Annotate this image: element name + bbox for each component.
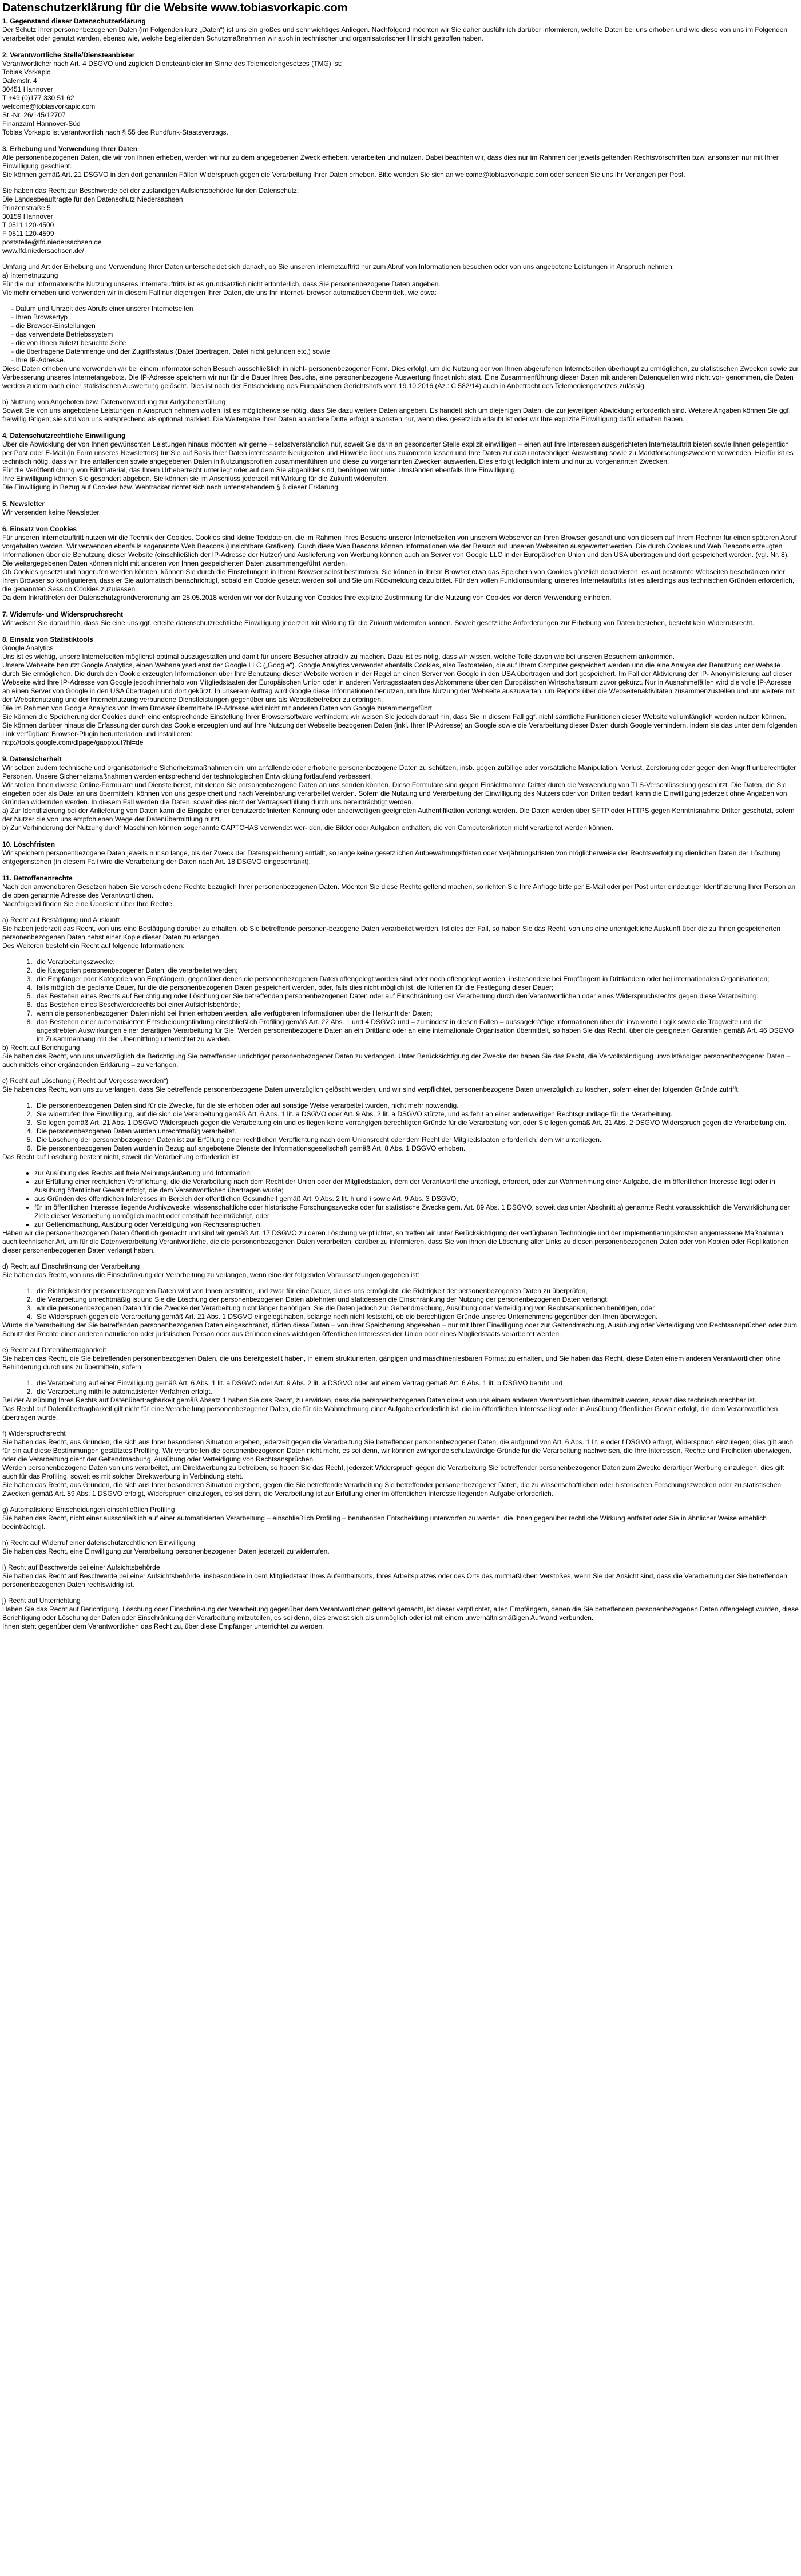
paragraph-line: Des Weiteren besteht ein Recht auf folgende Informationen: <box>2 942 185 950</box>
paragraph-line: Der Schutz Ihrer personenbezogenen Daten (im Folgenden kurz „Daten“) ist uns ein großes und sehr wichtiges Anliegen. Nachfolgend möchten wir Sie daher ausführlich darüber informieren, welche Daten bei uns erhoben und wie diese von uns im Folgenden verarbeitet oder genutzt werden, ebenso wie, welche begleitenden Schutzmaßnahmen wir auch in technischer und organisatorischer Hinsicht getroffen haben. <box>2 26 788 42</box>
text-line: a) Internetnutzung <box>2 271 58 279</box>
paragraph-line: Über die Abwicklung der von Ihnen gewünschten Leistungen hinaus möchten wir gerne – selbstverständlich nur, soweit Sie darin an gesonderter Stelle explizit einwilligen – einen auf Ihre Interessen ausgerichteten Internetauftritt bieten sowie Ihnen gelegentlich per Post oder E-Mail (in Form unseres Newsletters) für Sie auf Basis Ihrer Daten interessante Neuigkeiten und Hinweise über uns zukommen lassen und Ihre Daten zur dazu notwendigen Auswertung sowie zu Marktforschungszwecken verwenden. Hierfür ist es technisch nötig, dass wir Ihre anfallenden sowie angegebenen Daten in Nutzungsprofilen zusammenführen und diese zu vorgenannten Zwecken auswerten. Dies erfolgt lediglich intern und nur zu vorgenannten Zwecken. <box>2 440 794 465</box>
paragraph-line: b) Recht auf Berichtigung <box>2 1044 80 1052</box>
paragraph-line: Diese Daten erheben und verwenden wir bei einem informatorischen Besuch ausschließlich in nicht- personenbezogener Form. Dies erfolgt, um die Nutzung der von Ihnen abgerufenen Internetseiten überhaupt zu ermöglichen, zu statistischen Zwecken sowie zur Verbesserung unseres Internetangebots. Die IP-Adresse speichern wir nur für die Dauer Ihres Besuchs, eine personenbezogene Auswertung findet nicht statt. Eine Zusammenführung dieser Daten mit anderen Datenquellen wird nicht vor- genommen, die Daten werden zudem nach einer statistischen Auswertung gelöscht. Dies ist nach der Entscheidung des Europäischen Gerichtshofs vom 19.10.2016 (Az.: C 582/14) auch in Anbetracht des Telemediengesetzes zulässig. <box>2 365 799 390</box>
list-item: 3. Sie legen gemäß Art. 21 Abs. 1 DSGVO Widerspruch gegen die Verarbeitung ein und es liegen keine vorrangigen berechtigten Gründe für die Verarbeitung vor, oder Sie legen gemäß Art. 21 Abs. 2 DSGVO Widerspruch gegen die Verarbeitung ein. <box>34 1119 799 1127</box>
list-item: 4. falls möglich die geplante Dauer, für die die personenbezogenen Daten gespeichert werden, oder, falls dies nicht möglich ist, die Kriterien für die Festlegung dieser Dauer; <box>34 983 799 992</box>
paragraph-line: Für unseren Internetauftritt nutzen wir die Technik der Cookies. Cookies sind kleine Textdateien, die im Rahmen Ihres Besuchs unserer Internetseiten von unserem Webserver an Ihren Browser gesandt und von diesem auf Ihrem Rechner für einen späteren Abruf vorgehalten werden. Wir verwenden ebenfalls sogenannte Web Beacons (unsichtbare Grafiken). Durch diese Web Beacons können Informationen wie der Besuch auf unseren Webseiten ausgewertet werden. Die durch Cookies und Web Beacons erzeugten Informationen über die Benutzung dieser Website (einschließlich der IP-Adresse der Nutzer) und Auslieferung von Werbung können auch an Server von Google LLC in der Europäischen Union und den USA übertragen und dort gespeichert werden. (vgl. Nr. 8). Die weitergegebenen Daten können nicht mit anderen von Ihnen gespeicherten Daten zusammengeführt werden. <box>2 534 797 567</box>
paragraph-line: Uns ist es wichtig, unsere Internetseiten möglichst optimal auszugestalten und damit für unsere Besucher attraktiv zu machen. Dazu ist es nötig, dass wir wissen, welche Teile davon wie bei unseren Besuchern ankommen. <box>2 653 675 661</box>
paragraph-line: b) Nutzung von Angeboten bzw. Datenverwendung zur Aufgabenerfüllung <box>2 398 226 406</box>
paragraph-line: Soweit Sie von uns angebotene Leistungen in Anspruch nehmen wollen, ist es möglicherweise nötig, dass Sie dazu weitere Daten angeben. Es handelt sich um diejenigen Daten, die zur jeweiligen Abwicklung erforderlich sind. Weitere Angaben können Sie ggf. freiwillig tätigen; sie sind von uns entsprechend als optional markiert. Die Weitergabe Ihrer Daten an andere Dritte erfolgt ansonsten nur, wenn dies gesetzlich erlaubt ist oder wir Ihre explizite Einwilligung dafür erhalten haben. <box>2 406 791 423</box>
text-line: 30451 Hannover <box>2 85 53 93</box>
paragraph-line: f) Widerspruchsrecht <box>2 1429 66 1437</box>
list-item: 1. die Verarbeitung auf einer Einwilligung gemäß Art. 6 Abs. 1 lit. a DSGVO oder Art. 9 Abs. 2 lit. a DSGVO oder auf einem Vertrag gemäß Art. 6 Abs. 1 lit. b DSGVO beruht und <box>34 1379 799 1388</box>
paragraph <box>2 26 799 43</box>
numbered-list <box>2 1287 799 1321</box>
section <box>2 51 799 137</box>
paragraph <box>2 849 799 866</box>
list-item: 7. wenn die personenbezogenen Daten nicht bei Ihnen erhoben werden, alle verfügbaren Informationen über die Herkunft der Daten; <box>34 1009 799 1018</box>
text-line: Tobias Vorkapic <box>2 68 51 76</box>
text-line: Prinzenstraße 5 <box>2 204 51 212</box>
list-item: - das verwendete Betriebssystem <box>11 330 799 339</box>
paragraph-line: Sie haben das Recht, von uns die Einschränkung der Verarbeitung zu verlangen, wenn eine der folgenden Voraussetzungen gegeben ist: <box>2 1271 420 1279</box>
text-line: St.-Nr. 26/145/12707 <box>2 111 66 119</box>
paragraph-line: Sie haben das Recht, nicht einer ausschließlich auf einer automatisierten Verarbeitung – einschließlich Profiling – beruhenden Entscheidung unterworfen zu werden, die Ihnen gegenüber rechtliche Wirkung entfaltet oder Sie in ähnlicher Weise erheblich beeinträchtigt. <box>2 1514 767 1531</box>
line-group <box>2 153 799 179</box>
section-title: 1. Gegenstand dieser Datenschutzerklärung <box>2 17 146 25</box>
paragraph <box>2 398 799 424</box>
paragraph <box>2 764 799 832</box>
text-line: 30159 Hannover <box>2 212 53 220</box>
section <box>2 610 799 627</box>
list-item: 5. Die Löschung der personenbezogenen Daten ist zur Erfüllung einer rechtlichen Verpflichtung nach dem Unionsrecht oder dem Recht der Mitgliedstaaten erforderlich, dem wir unterliegen. <box>34 1136 799 1144</box>
paragraph-line: Ihnen steht gegenüber dem Verantwortlichen das Recht zu, über diese Empfänger unterrichtet zu werden. <box>2 1622 324 1630</box>
list-item: - die von Ihnen zuletzt besuchte Seite <box>11 339 799 347</box>
text-line: www.lfd.niedersachsen.de/ <box>2 247 84 255</box>
paragraph-line: Wir setzen zudem technische und organisatorische Sicherheitsmaßnahmen ein, um anfallende oder erhobene personenbezogene Daten zu schützen, insb. gegen zufällige oder vorsätzliche Manipulation, Verlust, Zerstörung oder gegen den Angriff unberechtigter Personen. Unsere Sicherheitsmaßnahmen werden entsprechend der technologischen Entwicklung fortlaufend verbessert. <box>2 764 796 780</box>
paragraph <box>2 1506 799 1531</box>
text-line: Umfang und Art der Erhebung und Verwendung Ihrer Daten unterscheidet sich danach, ob Sie unseren Internetauftritt nur zum Abruf von Informationen besuchen oder von uns angebotene Leistungen in Anspruch nehmen: <box>2 263 675 271</box>
paragraph-line: http://tools.google.com/dlpage/gaoptout?hl=de <box>2 738 144 746</box>
paragraph-line: Sie haben das Recht auf Beschwerde bei einer Aufsichtsbehörde, insbesondere in dem Mitgliedstaat Ihres Aufenthaltsorts, Ihres Arbeitsplatzes oder des Orts des mutmaßlichen Verstoßes, wenn Sie der Ansicht sind, dass die Verarbeitung der Sie betreffenden personenbezogenen Daten rechtswidrig ist. <box>2 1572 787 1589</box>
paragraph-line: Haben Sie das Recht auf Berichtigung, Löschung oder Einschränkung der Verarbeitung gegenüber dem Verantwortlichen geltend gemacht, ist dieser verpflichtet, allen Empfängern, denen die Sie betreffenden personenbezogenen Daten offengelegt wurden, diese Berichtigung oder Löschung der Daten oder Einschränkung der Verarbeitung mitzuteilen, es sei denn, dies erweist sich als unmöglich oder ist mit einem unverhältnismäßigen Aufwand verbunden. <box>2 1605 799 1622</box>
paragraph <box>2 1321 799 1338</box>
list-item: • zur Ausübung des Rechts auf freie Meinungsäußerung und Information; <box>34 1169 799 1178</box>
paragraph <box>2 619 799 627</box>
list-item: 6. das Bestehen eines Beschwerderechts bei einer Aufsichtsbehörde; <box>34 1001 799 1009</box>
paragraph-line: Sie haben das Recht, die Sie betreffenden personenbezogenen Daten, die uns bereitgestellt haben, in einem strukturierten, gängigen und maschinenlesbaren Format zu erhalten, und Sie haben das Recht, diese Daten einem anderen Verantwortlichen ohne Behinderung durch uns zu übermitteln, sofern <box>2 1354 781 1371</box>
section <box>2 525 799 602</box>
paragraph-line: Nach den anwendbaren Gesetzen haben Sie verschiedene Rechte bezüglich Ihrer personenbezogenen Daten. Möchten Sie diese Rechte geltend machen, so richten Sie Ihre Anfrage bitte per E-Mail oder per Post unter eindeutiger Identifizierung Ihrer Person an die oben genannte Adresse des Verantwortlichen. <box>2 883 796 899</box>
list-item: 4. Die personenbezogenen Daten wurden unrechtmäßig verarbeitet. <box>34 1127 799 1136</box>
section-title: 10. Löschfristen <box>2 840 55 848</box>
paragraph-line: Wir stellen Ihnen diverse Online-Formulare und Dienste bereit, mit denen Sie personenbezogene Daten an uns senden können. Diese Formulare sind gegen Einsichtnahme Dritter durch die Verwendung von TLS-Verschlüsselung geschützt. Die Daten, die Sie eingeben oder als Datei an uns übermitteln, können von uns gespeichert und nach Vereinbarung verarbeitet werden. Sofern die Nutzung und Verarbeitung der Einwilligung des Nutzers oder von Dritten bedarf, kann die Einwilligung jederzeit ohne Angaben von Gründen widerrufen werden. In diesem Fall werden die Daten, soweit dies nicht der Vertragserfüllung durch uns bereinträchtigt werden. <box>2 781 787 806</box>
paragraph <box>2 1262 799 1279</box>
paragraph-line: Wir speichern personenbezogene Daten jeweils nur so lange, bis der Zweck der Datenspeicherung entfällt, so lange keine gesetzlichen Aufbewahrungsfristen oder Verjährungsfristen von möglicherweise der Rechtsverfolgung dienlichen Daten der Löschung entgegenstehen (in diesem Fall wird die Verarbeitung der Daten nach Art. 18 DSGVO eingeschränkt). <box>2 849 780 866</box>
line-group <box>2 263 799 297</box>
paragraph-line: e) Recht auf Datenübertragbarkeit <box>2 1346 106 1354</box>
paragraph <box>2 883 799 908</box>
section <box>2 635 799 747</box>
text-line: Tobias Vorkapic ist verantwortlich nach § 55 des Rundfunk-Staatsvertrags. <box>2 128 228 136</box>
section-title: 5. Newsletter <box>2 500 45 508</box>
list-item: 2. die Verarbeitung unrechtmäßig ist und Sie die Löschung der personenbezogenen Daten ablehnten und stattdessen die Einschränkung der Nutzung der personenbezogenen Daten verlangt; <box>34 1295 799 1304</box>
list-item: - Ihre IP-Adresse. <box>11 356 799 365</box>
section-title: 8. Einsatz von Statistiktools <box>2 635 93 643</box>
text-line: T +49 (0)177 330 51 62 <box>2 94 74 102</box>
text-line: Sie können gemäß Art. 21 DSGVO in den dort genannten Fällen Widerspruch gegen die Verarbeitung Ihrer Daten erheben. Bitte wenden Sie sich an welcome@tobiasvorkapic.com oder senden Sie uns Ihr Verlangen per Post. <box>2 171 685 179</box>
paragraph <box>2 916 799 950</box>
paragraph <box>2 644 799 747</box>
paragraph-line: i) Recht auf Beschwerde bei einer Aufsichtsbehörde <box>2 1563 160 1571</box>
text-line: F 0511 120-4599 <box>2 230 54 238</box>
list-item: - die Browser-Einstellungen <box>11 322 799 330</box>
bullet-list <box>2 1169 799 1229</box>
text-line: T 0511 120-4500 <box>2 221 54 229</box>
list-item: • für im öffentlichen Interesse liegende Archivzwecke, wissenschaftliche oder historische Forschungszwecke oder für statistische Zwecke gem. Art. 89 Abs. 1 DSGVO, soweit das unter Abschnitt a) genannte Recht voraussichtlich die Verwirklichung der Ziele dieser Verarbeitung unmöglich macht oder ernsthaft beeinträchtigt, oder <box>34 1203 799 1220</box>
text-line: Die Landesbeauftragte für den Datenschutz Niedersachsen <box>2 195 183 203</box>
section <box>2 874 799 1631</box>
section-title: 6. Einsatz von Cookies <box>2 525 77 533</box>
section-title: 9. Datensicherheit <box>2 755 62 763</box>
paragraph <box>2 440 799 492</box>
text-line: Dalemstr. 4 <box>2 77 37 85</box>
list-item: • aus Gründen des öffentlichen Interesses im Bereich der öffentlichen Gesundheit gemäß Art. 9 Abs. 2 lit. h und i sowie Art. 9 Abs. 3 DSGVO; <box>34 1195 799 1203</box>
sections-container <box>2 17 799 1631</box>
section <box>2 17 799 43</box>
paragraph <box>2 534 799 602</box>
section <box>2 500 799 517</box>
paragraph-line: Sie haben jederzeit das Recht, von uns eine Bestätigung darüber zu erhalten, ob Sie betreffende personen-bezogene Daten verarbeitet werden. Ist dies der Fall, so haben Sie das Recht, von uns eine unentgeltliche Auskunft über die zu Ihnen gespeicherten personenbezogenen Daten nebst einer Kopie dieser Daten zu erlangen. <box>2 924 781 941</box>
line-group <box>2 187 799 255</box>
section <box>2 840 799 866</box>
paragraph-line: Sie haben das Recht, von uns unverzüglich die Berichtigung Sie betreffender unrichtiger personenbezogener Daten zu verlangen. Unter Berücksichtigung der Zwecke der haben Sie das Recht, die Vervollständigung unvollständiger personenbezogener Daten – auch mittels einer ergänzenden Erklärung – zu verlangen. <box>2 1052 791 1069</box>
document-title: Datenschutzerklärung für die Website www.tobiasvorkapic.com <box>2 2 348 14</box>
paragraph <box>2 1539 799 1556</box>
list-item: - die übertragene Datenmenge und der Zugriffsstatus (Datei übertragen, Datei nicht gefunden etc.) sowie <box>11 347 799 356</box>
numbered-list <box>2 1379 799 1396</box>
paragraph-line: Wir versenden keine Newsletter. <box>2 508 101 516</box>
section <box>2 432 799 492</box>
paragraph-line: d) Recht auf Einschränkung der Verarbeitung <box>2 1262 140 1270</box>
section-title: 7. Widerrufs- und Widerspruchsrecht <box>2 610 124 618</box>
paragraph-line: Sie haben das Recht, eine Einwilligung zur Verarbeitung personenbezogener Daten jederzeit zu widerrufen. <box>2 1547 330 1555</box>
list-item: 3. die Empfänger oder Kategorien von Empfängern, gegenüber denen die personenbezogenen Daten offengelegt worden sind oder noch offengelegt werden, insbesondere bei Empfängern in Drittländern oder bei internationalen Organisationen; <box>34 975 799 983</box>
numbered-list <box>2 958 799 1044</box>
section-title: 3. Erhebung und Verwendung Ihrer Daten <box>2 145 138 153</box>
list-item: 3. wir die personenbezogenen Daten für die Zwecke der Verarbeitung nicht länger benötigen, Sie die Daten jedoch zur Geltendmachung, Ausübung oder Verteidigung von Rechtsansprüchen benötigen, oder <box>34 1304 799 1313</box>
paragraph-line: Nachfolgend finden Sie eine Übersicht über Ihre Rechte. <box>2 900 175 908</box>
text-line: welcome@tobiasvorkapic.com <box>2 102 96 110</box>
paragraph-line: Unsere Webseite benutzt Google Analytics, einen Webanalysedienst der Google LLC („Google“). Google Analytics verwendet ebenfalls Cookies, also Textdateien, die auf Ihrem Computer gespeichert werden und die eine Analyse der Benutzung der Website durch Sie ermöglichen. Die durch den Cookie erzeugten Informationen über Ihre Benutzung dieser Website werden in der Regel an einen Server von Google in den USA übertragen und dort gespeichert. Im Fall der Aktivierung der IP- Anonymisierung auf dieser Webseite wird Ihre IP-Adresse von Google jedoch innerhalb von Mitgliedstaaten der Europäischen Union oder in anderen Vertragsstaaten des Abkommens über den Europäischen Wirtschaftsraum zuvor gekürzt. Nur in Ausnahmefällen wird die volle IP-Adresse an einen Server von Google in den USA übertragen und dort gekürzt. In unserem Auftrag wird Google diese Informationen benutzen, um Ihre Nutzung der Webseite auszuwerten, um Reports über die Webseitenaktivitäten zusammenzustellen und um weitere mit der Websitenutzung und der Internetnutzung verbundene Dienstleistungen gegenüber uns als Websitebetreiber zu erbringen. <box>2 661 795 704</box>
list-item: - Datum und Uhrzeit des Abrufs einer unserer Internetseiten <box>11 305 799 313</box>
list-item: 2. die Kategorien personenbezogener Daten, die verarbeitet werden; <box>34 966 799 975</box>
paragraph-line: Da dem Inkrafttreten der Datenschutzgrundverordnung am 25.05.2018 werden wir vor der Nutzung von Cookies Ihre explizite Zustimmung für die Nutzung von Cookies vor deren Verwendung einholen. <box>2 594 612 602</box>
paragraph-line: Haben wir die personenbezogenen Daten öffentlich gemacht und sind wir gemäß Art. 17 DSGVO zu deren Löschung verpflichtet, so treffen wir unter Berücksichtigung der verfügbaren Technologie und der Implementierungskosten angemessene Maßnahmen, auch technischer Art, um für die Datenverarbeitung Verantwortliche, die die personenbezogenen Daten verarbeiten, darüber zu informieren, dass Sie von ihnen die Löschung aller Links zu diesen personenbezogenen Daten oder von Kopien oder Replikationen dieser personenbezogenen Daten verlangt haben. <box>2 1229 789 1254</box>
numbered-list <box>2 1101 799 1153</box>
paragraph-line: Bei der Ausübung Ihres Rechts auf Datenübertragbarkeit gemäß Absatz 1 haben Sie das Recht, zu erwirken, dass die personenbezogenen Daten direkt von uns einem anderen Verantwortlichen übermittelt werden, soweit dies technisch machbar ist. <box>2 1396 757 1404</box>
section-title: 4. Datenschutzrechtliche Einwilligung <box>2 432 126 440</box>
paragraph-line: Das Recht auf Datenübertragbarkeit gilt nicht für eine Verarbeitung personenbezogener Daten, die für die Wahrnehmung einer Aufgabe erforderlich ist, die im öffentlichen Interesse liegt oder in Ausübung öffentlicher Gewalt erfolgt, die dem Verantwortlichen übertragen wurde. <box>2 1405 778 1421</box>
paragraph <box>2 1396 799 1422</box>
paragraph-line: c) Recht auf Löschung („Recht auf Vergessenwerden“) <box>2 1077 169 1085</box>
section <box>2 145 799 424</box>
line-group <box>2 60 799 137</box>
list-item: 1. Die personenbezogenen Daten sind für die Zwecke, für die sie erhoben oder auf sonstige Weise verarbeitet wurden, nicht mehr notwendig. <box>34 1101 799 1110</box>
paragraph-line: Sie haben das Recht, von uns zu verlangen, dass Sie betreffende personenbezogene Daten unverzüglich gelöscht werden, und wir sind verpflichtet, personenbezogene Daten unverzüglich zu löschen, sofern einer der folgenden Gründe zutrifft: <box>2 1085 740 1093</box>
list-item: - Ihren Browsertyp <box>11 313 799 322</box>
text-line: Finanzamt Hannover-Süd <box>2 120 81 128</box>
text-line: Verantwortlicher nach Art. 4 DSGVO und zugleich Diensteanbieter im Sinne des Telemediengesetzes (TMG) ist: <box>2 60 342 68</box>
text-line: Für die nur informatorische Nutzung unseres Internetauftritts ist es grundsätzlich nicht erforderlich, dass Sie personenbezogene Daten angeben. <box>2 280 441 288</box>
paragraph-line: Google Analytics <box>2 644 54 652</box>
dash-list <box>2 305 799 365</box>
paragraph <box>2 1077 799 1094</box>
paragraph <box>2 1429 799 1498</box>
paragraph-line: g) Automatisierte Entscheidungen einschließlich Profiling <box>2 1506 175 1514</box>
list-item: 8. das Bestehen einer automatisierten Entscheidungsfindung einschließlich Profiling gemäß Art. 22 Abs. 1 und 4 DSGVO und – zumindest in diesen Fällen – aussagekräftige Informationen über die involvierte Logik sowie die Tragweite und die angestrebten Auswirkungen einer derartigen Verarbeitung für Sie. Werden personenbezogene Daten an ein Drittland oder an eine internationale Organisation übermittelt, so haben Sie das Recht, über die geeigneten Garantien gemäß Art. 46 DSGVO im Zusammenhang mit der Übermittlung unterrichtet zu werden. <box>34 1018 799 1044</box>
list-item: 5. das Bestehen eines Rechts auf Berichtigung oder Löschung der Sie betreffenden personenbezogenen Daten oder auf Einschränkung der Verarbeitung durch den Verantwortlichen oder eines Widerspruchsrechts gegen diese Verarbeitung; <box>34 992 799 1001</box>
paragraph <box>2 365 799 390</box>
list-item: 1. die Verarbeitungszwecke; <box>34 958 799 966</box>
paragraph-line: h) Recht auf Widerruf einer datenschutzrechtlichen Einwilligung <box>2 1539 195 1547</box>
paragraph-line: Werden personenbezogene Daten von uns verarbeitet, um Direktwerbung zu betreiben, so haben Sie das Recht, jederzeit Widerspruch gegen die Verarbeitung Sie betreffender personenbezogener Daten zum Zwecke derartiger Werbung einzulegen; dies gilt auch für das Profiling, soweit es mit solcher Direktwerbung in Verbindung steht. <box>2 1464 784 1480</box>
paragraph <box>2 508 799 517</box>
list-item: 1. die Richtigkeit der personenbezogenen Daten wird von Ihnen bestritten, und zwar für eine Dauer, die es uns ermöglicht, die Richtigkeit der personenbezogenen Daten zu überprüfen, <box>34 1287 799 1295</box>
paragraph-line: Die im Rahmen von Google Analytics von Ihrem Browser übermittelte IP-Adresse wird nicht mit anderen Daten von Google zusammengeführt. <box>2 704 434 712</box>
text-line: poststelle@lfd.niedersachsen.de <box>2 238 102 246</box>
paragraph <box>2 1563 799 1589</box>
paragraph-line: Die Einwilligung in Bezug auf Cookies bzw. Webtracker richtet sich nach untenstehendem § 6 dieser Erklärung. <box>2 483 340 491</box>
paragraph-line: Ob Cookies gesetzt und abgerufen werden können, können Sie durch die Einstellungen in Ihrem Browser selbst bestimmen. Sie können in Ihrem Browser etwa das Speichern von Cookies gänzlich deaktivieren, es auf bestimmte Webseiten beschränken oder Ihren Browser so konfigurieren, dass er Sie automatisch benachrichtigt, sobald ein Cookie gesetzt werden soll und Sie um Rückmeldung dazu bittet. Für den vollen Funktionsumfang unseres Internetauftritts ist es allerdings aus technischen Gründen erforderlich, die genannten Session Cookies zuzulassen. <box>2 568 795 593</box>
paragraph-line: Ihre Einwilligung können Sie gesondert abgeben. Sie können sie im Anschluss jederzeit mit Wirkung für die Zukunft widerrufen. <box>2 475 388 483</box>
text-line: Sie haben das Recht zur Beschwerde bei der zuständigen Aufsichtsbehörde für den Datenschutz: <box>2 187 299 195</box>
section-title: 11. Betroffenenrechte <box>2 874 73 882</box>
paragraph-line: Wir weisen Sie darauf hin, dass Sie eine uns ggf. erteilte datenschutzrechtliche Einwilligung jederzeit mit Wirkung für die Zukunft widerrufen können. Soweit gesetzliche Anforderungen zur Erhebung von Daten bestehen, besteht kein Widerrufsrecht. <box>2 619 755 627</box>
list-item: • zur Geltendmachung, Ausübung oder Verteidigung von Rechtsansprüchen. <box>34 1220 799 1229</box>
paragraph <box>2 1044 799 1069</box>
list-item: 2. Sie widerrufen Ihre Einwilligung, auf die sich die Verarbeitung gemäß Art. 6 Abs. 1 lit. a DSGVO oder Art. 9 Abs. 2 lit. a DSGVO stützte, und es fehlt an einer anderweitigen Rechtsgrundlage für die Verarbeitung. <box>34 1110 799 1119</box>
paragraph-line: a) Zur Identifizierung bei der Anlieferung von Daten kann die Eingabe einer benutzerdefinierten Kennung oder anderweitigen geeigneten Authentifikation verlangt werden. Die Daten werden über SFTP oder HTTPS gegen Kenntnisnahme Dritter geschützt, sofern der Nutzer die von uns empfohlenen Wege der Datenübermittlung nutzt. <box>2 807 795 823</box>
paragraph-line: Für die Veröffentlichung von Bildmaterial, das Ihrem Urheberrecht unterliegt oder auf dem Sie abgebildet sind, benötigen wir unter Umständen ebenfalls Ihre Einwilligung. <box>2 466 517 474</box>
paragraph <box>2 1597 799 1631</box>
list-item: 6. Die personenbezogenen Daten wurden in Bezug auf angebotene Dienste der Informationsgesellschaft gemäß Art. 8 Abs. 1 DSGVO erhoben. <box>34 1144 799 1153</box>
text-line: Alle personenbezogenen Daten, die wir von Ihnen erheben, werden wir nur zu dem angegebenen Zweck erheben, verarbeiten und nutzen. Dabei beachten wir, dass dies nur im Rahmen der jeweils geltenden Rechtsvorschriften bzw. ansonsten nur mit Ihrer Einwilligung geschieht. <box>2 153 779 170</box>
list-item: 2. die Verarbeitung mithilfe automatisierter Verfahren erfolgt. <box>34 1388 799 1396</box>
paragraph-line: Sie haben das Recht, aus Gründen, die sich aus Ihrer besonderen Situation ergeben, jederzeit gegen die Verarbeitung Sie betreffender personenbezogener Daten, die aufgrund von Art. 6 Abs. 1 lit. e oder f DSGVO erfolgt, Widerspruch einzulegen; dies gilt auch für ein auf diese Bestimmungen gestütztes Profiling. Wir verarbeiten die personenbezogenen Daten nicht mehr, es sei denn, wir können zwingende schutzwürdige Gründe für die Verarbeitung nachweisen, die Ihre Interessen, Rechte und Freiheiten überwiegen, oder die Verarbeitung dient der Geltendmachung, Ausübung oder Verteidigung von Rechtsansprüchen. <box>2 1438 793 1463</box>
paragraph <box>2 1229 799 1255</box>
paragraph-line: Wurde die Verarbeitung der Sie betreffenden personenbezogenen Daten eingeschränkt, dürfen diese Daten – von ihrer Speicherung abgesehen – nur mit Ihrer Einwilligung oder zur Geltendmachung, Ausübung oder Verteidigung von Rechtsansprüchen oder zum Schutz der Rechte einer anderen natürlichen oder juristischen Person oder aus Gründen eines wichtigen öffentlichen Interesses der Union oder eines Mitgliedstaats verarbeitet werden. <box>2 1321 798 1338</box>
text-line: Vielmehr erheben und verwenden wir in diesem Fall nur diejenigen Ihrer Daten, die uns Ihr Internet- browser automatisch übermittelt, wie etwa: <box>2 289 437 297</box>
paragraph-line: j) Recht auf Unterrichtung <box>2 1597 81 1605</box>
paragraph-line: a) Recht auf Bestätigung und Auskunft <box>2 916 120 924</box>
paragraph-line: Sie können darüber hinaus die Erfassung der durch das Cookie erzeugten und auf Ihre Nutzung der Webseite bezogenen Daten (inkl. Ihrer IP-Adresse) an Google sowie die Verarbeitung dieser Daten durch Google verhindern, indem sie das unter dem folgenden Link verfügbare Browser-Plugin herunterladen und installieren: <box>2 721 798 738</box>
paragraph-line: b) Zur Verhinderung der Nutzung durch Maschinen können sogenannte CAPTCHAS verwendet wer- den, die Bilder oder Aufgaben enthalten, die von Computerskripten nicht verarbeitet werden können. <box>2 824 613 832</box>
list-item: • zur Erfüllung einer rechtlichen Verpflichtung, die die Verarbeitung nach dem Recht der Union oder der Mitgliedstaaten, dem der Verantwortliche unterliegt, erfordert, oder zur Wahrnehmung einer Aufgabe, die im öffentlichen Interesse liegt oder in Ausübung öffentlicher Gewalt erfolgt, die dem Verantwortlichen übertragen wurde; <box>34 1178 799 1195</box>
paragraph-line: Sie haben das Recht, aus Gründen, die sich aus Ihrer besonderen Situation ergeben, gegen die Sie betreffende Verarbeitung Sie betreffender personenbezogener Daten, die zu wissenschaftlichen oder historischen Forschungszwecken oder zu statistischen Zwecken gemäß Art. 89 Abs. 1 DSGVO erfolgt, Widerspruch einzulegen, es sei denn, die Verarbeitung ist zur Erfüllung einer im öffentlichen Interesse liegenden Aufgabe erforderlich. <box>2 1481 782 1498</box>
paragraph-line: Sie können die Speicherung der Cookies durch eine entsprechende Einstellung Ihrer Browsersoftware verhindern; wir weisen Sie jedoch darauf hin, dass Sie in diesem Fall ggf. nicht sämtliche Funktionen dieser Website vollumfänglich werden nutzen können. <box>2 713 786 721</box>
paragraph-line: Das Recht auf Löschung besteht nicht, soweit die Verarbeitung erforderlich ist <box>2 1153 239 1161</box>
list-item: 4. Sie Widerspruch gegen die Verarbeitung gemäß Art. 21 Abs. 1 DSGVO eingelegt haben, solange noch nicht feststeht, ob die berechtigten Gründe unseres Unternehmens gegenüber den Ihren überwiegen. <box>34 1313 799 1321</box>
paragraph <box>2 1153 799 1161</box>
section-title: 2. Verantwortliche Stelle/Diensteanbieter <box>2 51 135 59</box>
section <box>2 755 799 832</box>
paragraph <box>2 1346 799 1372</box>
